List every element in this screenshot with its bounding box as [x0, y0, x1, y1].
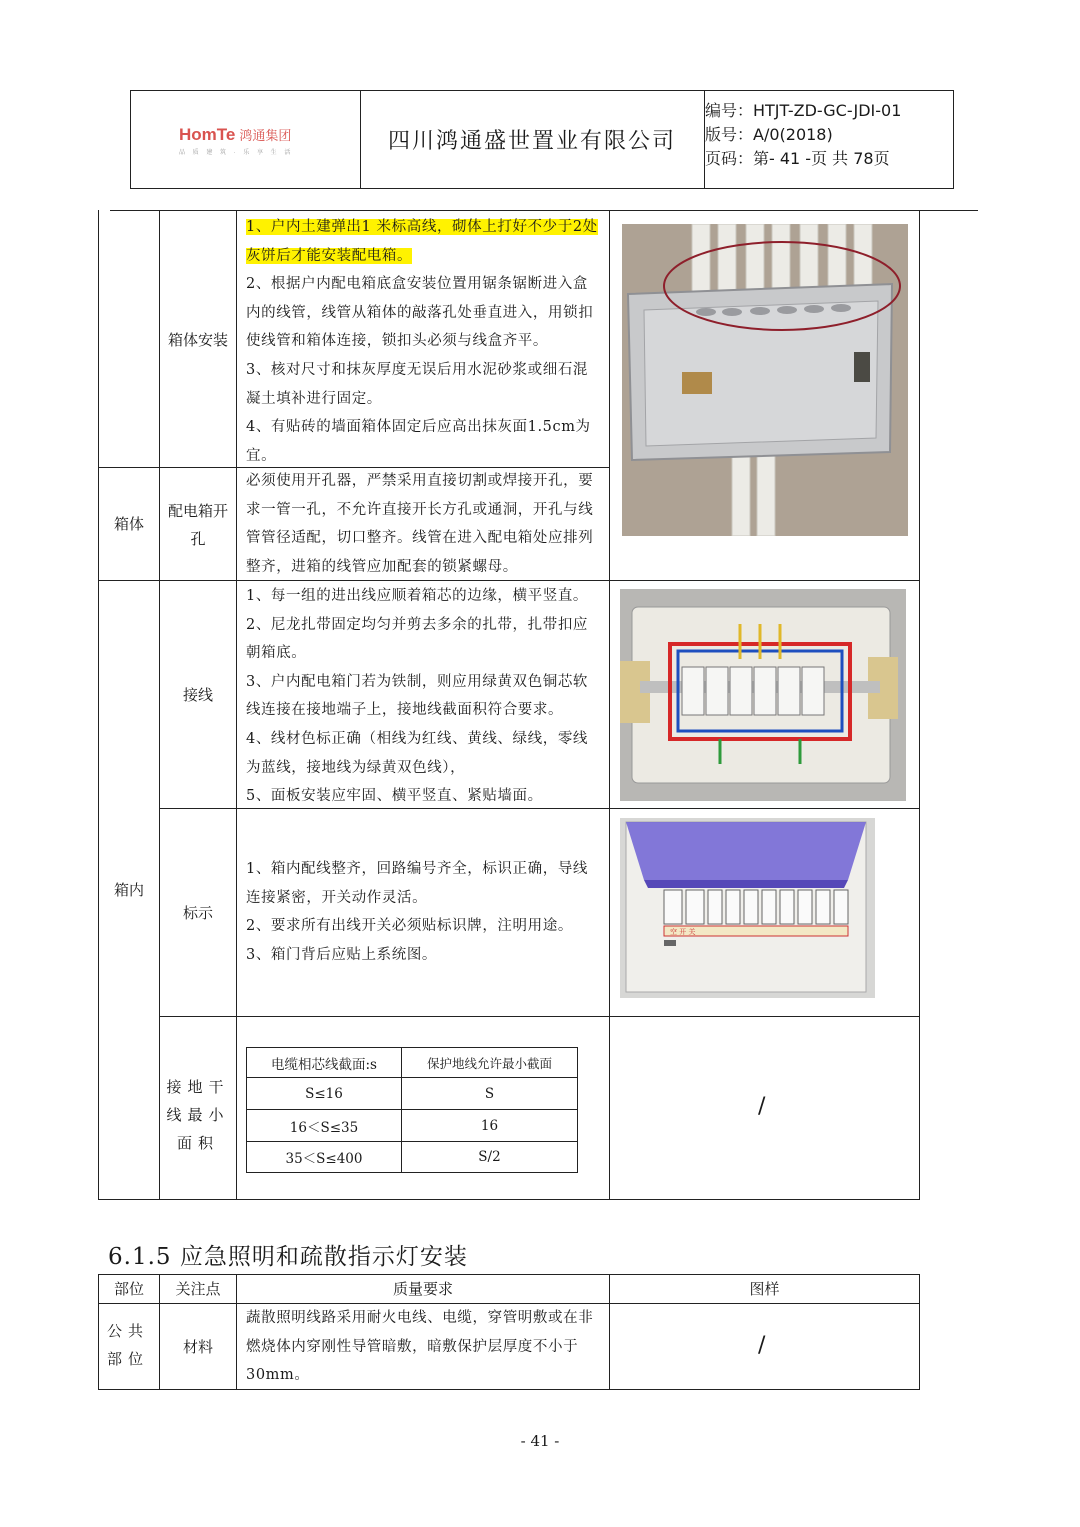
col-header-point: 关注点: [175, 1280, 221, 1298]
photo-breaker-panel: [620, 818, 875, 998]
req-line: 2、根据户内配电箱底盒安装位置用锯条锯断进入盒内的线管，线管从箱体的敲落孔处垂直进入，用锁扣使线管和箱体连接，锁扣头必须与线盒齐平。: [246, 276, 594, 350]
req-highlight: 1、户内土建弹出1 米标高线，砌体上打好不少于2处灰饼后才能安装配电箱。: [246, 219, 598, 264]
req-marking: [246, 855, 602, 969]
req-line: 必须使用开孔器，严禁采用直接切割或焊接开孔，要求一管一孔，不允许直接开长方孔或通洞，开孔与线管管径适配，切口整齐。线管在进入配电箱处应排列整齐，进箱的线管应加配套的锁紧螺母。: [246, 473, 594, 575]
req-line: 1、每一组的进出线应顺着箱芯的边缘，横平竖直。: [246, 588, 589, 604]
logo-subtitle: 品 质 建 筑 · 乐 享 生 活: [179, 150, 294, 156]
section-title: 6.1.5 应急照明和疏散指示灯安装: [108, 1244, 468, 1270]
ground-cell: S: [484, 1085, 495, 1102]
company-name: 四川鸿通盛世置业有限公司: [360, 91, 705, 188]
photo-wiring: [620, 589, 906, 801]
ground-header-2: 保护地线允许最小截面: [426, 1055, 552, 1071]
req-line: 2、要求所有出线开关必须贴标识牌，注明用途。: [246, 918, 573, 935]
photo-box-install: [622, 224, 908, 536]
figure-none: /: [758, 1094, 766, 1119]
doc-meta: [705, 99, 901, 171]
part-public: 公共部位: [106, 1322, 149, 1368]
req-line: 4、线材色标正确（相线为红线、黄线、绿线，零线为蓝线，接地线为绿黄双色线），: [246, 730, 589, 776]
col-header-figure: 图样: [749, 1280, 780, 1298]
page-number: - 41 -: [520, 1432, 560, 1450]
document-header: [130, 90, 954, 189]
logo-cn: 鸿通集团: [239, 128, 292, 143]
point-material: 材料: [182, 1337, 213, 1356]
doc-number: 编号：HTJT-ZD-GC-JDⅠ-01: [705, 101, 902, 120]
ground-header-1: 电缆相芯线截面:s: [271, 1056, 377, 1073]
ground-cell: 16: [480, 1117, 499, 1134]
req-material: 蔬散照明线路采用耐火电线、电缆，穿管明敷或在非燃烧体内穿刚性导管暗敷，暗敷保护层厚度不小于30mm。: [246, 1310, 594, 1384]
ground-section-table: [246, 1047, 578, 1173]
req-box-install: [246, 213, 602, 470]
figure-none-2: /: [758, 1333, 766, 1358]
ground-cell: S≤16: [305, 1085, 343, 1102]
doc-page-info: 页码：第- 41 -页 共 78页: [705, 149, 890, 168]
point-ground: 接地干线最小面积: [166, 1078, 230, 1152]
part-inner: 箱内: [113, 881, 144, 899]
req-line: 4、有贴砖的墙面箱体固定后应高出抹灰面1.5cm为宜。: [246, 419, 591, 464]
header-rule: [110, 210, 978, 211]
ground-cell: 35＜S≤400: [285, 1151, 363, 1167]
req-line: 5、面板安装应牢固、横平竖直、紧贴墙面。: [246, 788, 543, 805]
company-logo: [179, 125, 293, 156]
req-line: 3、户内配电箱门若为铁制，则应用绿黄双色铜芯软线连接在接地端子上，接地线截面积符合要求。: [246, 673, 589, 719]
req-line: 3、箱门背后应贴上系统图。: [246, 946, 438, 963]
ground-cell: 16＜S≤35: [289, 1119, 359, 1136]
col-header-req: 质量要求: [392, 1280, 453, 1298]
req-line: 1、箱内配线整齐，回路编号齐全，标识正确，导线连接紧密，开关动作灵活。: [246, 861, 589, 906]
point-wiring: 接线: [182, 685, 213, 704]
point-box-install: 箱体安装: [168, 331, 229, 349]
logo-brand: HomTe: [179, 125, 236, 144]
point-marking: 标示: [182, 903, 213, 922]
req-line: 2、尼龙扎带固定均匀并剪去多余的扎带，扎带扣应朝箱底。: [246, 616, 589, 662]
logo-cell: [131, 91, 361, 188]
req-line: 3、核对尺寸和抹灰厚度无误后用水泥砂浆或细石混凝土填补进行固定。: [246, 361, 589, 407]
panel-label: 空 开 关: [670, 928, 696, 936]
ground-cell: S/2: [478, 1149, 501, 1165]
req-wiring: [246, 582, 602, 811]
doc-version: 版号：A/0(2018): [705, 125, 833, 144]
col-header-part: 部位: [113, 1280, 144, 1298]
req-box-hole: [246, 467, 602, 581]
point-box-hole: 配电箱开孔: [168, 502, 229, 548]
part-box: 箱体: [113, 515, 144, 533]
